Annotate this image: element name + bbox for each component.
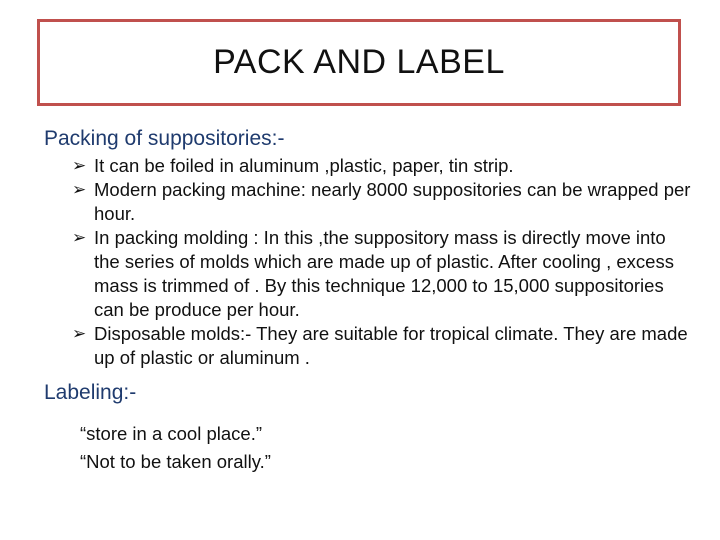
- list-item: [72, 154, 694, 178]
- packing-bullet-list: [72, 154, 694, 370]
- arrow-bullet-icon: ➢: [72, 180, 87, 199]
- slide-content: [44, 124, 694, 476]
- title-box: [37, 19, 681, 106]
- arrow-bullet-icon: ➢: [72, 324, 87, 343]
- bullet-text: It can be foiled in aluminum ,plastic, paper, tin strip.: [94, 155, 514, 176]
- arrow-bullet-icon: ➢: [72, 228, 87, 247]
- label-line: “Not to be taken orally.”: [80, 451, 271, 472]
- arrow-bullet-icon: ➢: [72, 156, 87, 175]
- packing-heading: Packing of suppositories:-: [44, 127, 285, 150]
- bullet-text: Modern packing machine: nearly 8000 suppositories can be wrapped per hour.: [94, 179, 691, 224]
- page-title: PACK AND LABEL: [213, 43, 505, 81]
- list-item: [72, 322, 694, 370]
- list-item: [72, 178, 694, 226]
- bullet-text: Disposable molds:- They are suitable for tropical climate. They are made up of plastic or aluminum .: [94, 323, 688, 368]
- labeling-lines: [80, 420, 694, 476]
- labeling-heading: Labeling:-: [44, 381, 137, 404]
- bullet-text: In packing molding : In this ,the suppository mass is directly move into the series of molds which are made up of plastic. After cooling , excess mass is trimmed of . By this technique 12,000 to 15,000 suppositories can be produce per hour.: [94, 227, 674, 320]
- label-line: “store in a cool place.”: [80, 423, 263, 444]
- list-item: [72, 226, 694, 322]
